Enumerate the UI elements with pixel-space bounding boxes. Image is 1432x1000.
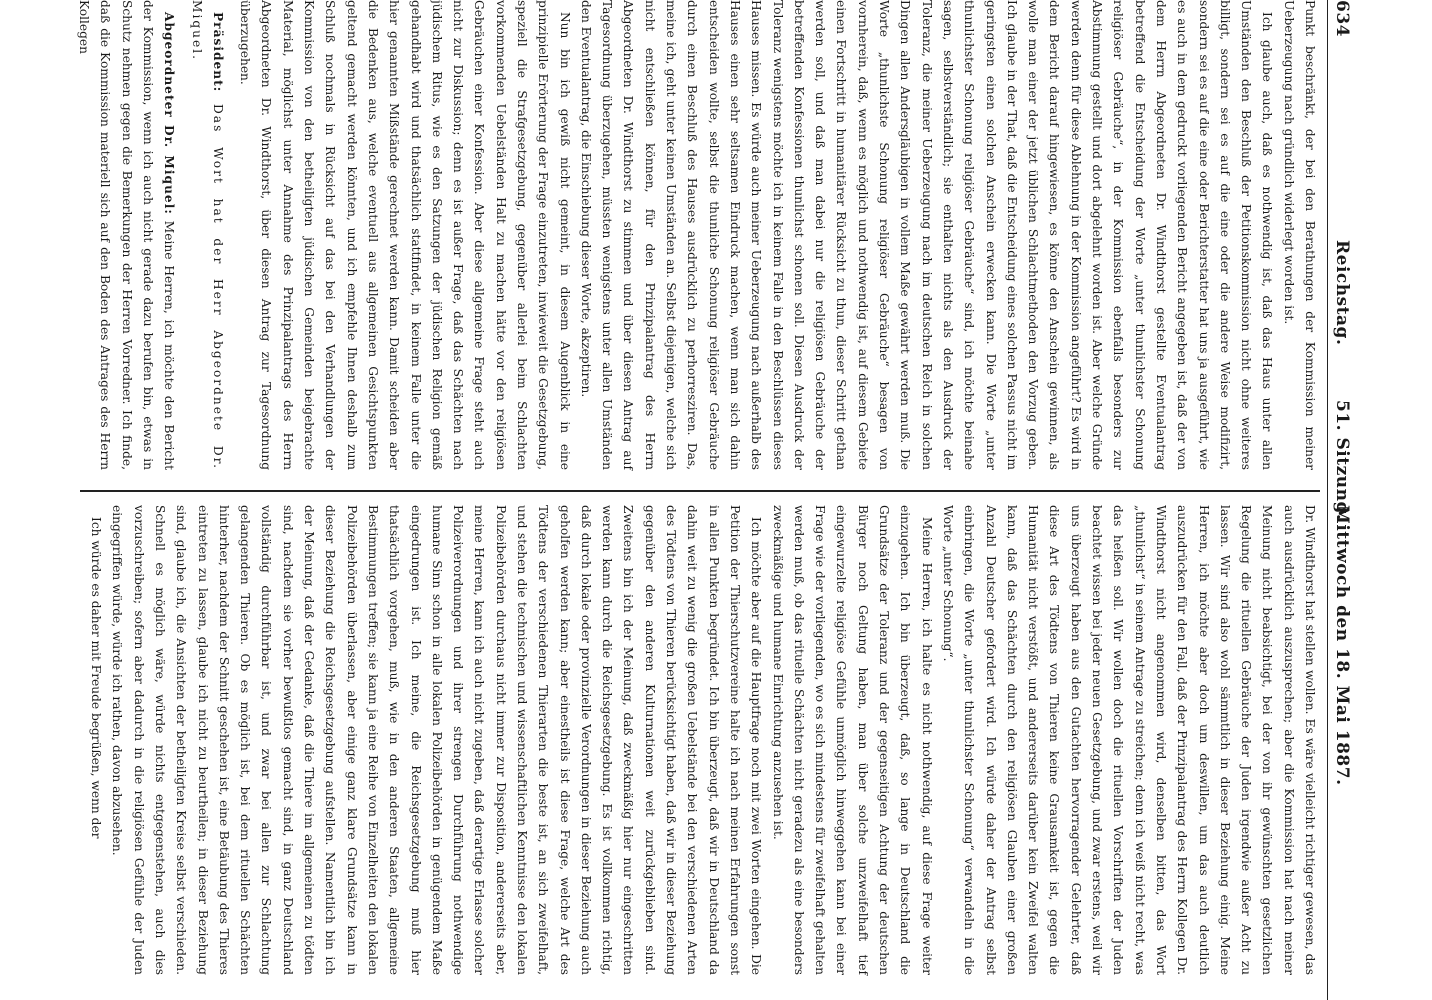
publication-title: Reichstag. [1332, 240, 1352, 346]
paragraph: Nun bin ich gewiß nicht gemeint, in diesem Augenblick in eine prinzipielle Erörterung der Frage einzutreten, inwieweit die Gesetzgebung, speziell die Strafgesetzgebung, gegenüber allerlei beim Schlachten vorkommenden Uebelständen Halt zu machen hätte vor den religiösen Gebräuchen einer Konfession. Aber diese allgemeine Frage steht auch nicht zur Diskussion; denn es ist außer Frage, daß das Schächten nach jüdischem Ritus, wie es den Satzungen der jüdischen Religion gemäß gehandhabt wird und thatsächlich stattfindet, in keinem Falle unter die hier genannten Mißstände gerechnet werden kann. Damit scheiden aber die Bedenken aus, welche eventuell aus allgemeinen Gesichtspunkten geltend gemacht werden könnten, und ich empfehle Ihnen deshalb zum Schluß nochmals in Rücksicht auf das bei den Verhandlungen der Kommission von den betheiligten jüdischen Gemeinden beigebrachte Material, möglichst unter Annahme des Prinzipalantrags des Herrn Abgeordneten Dr. Windthorst, über diesen Antrag zur Tagesordnung überzugehen. [238, 0, 572, 470]
running-head [1327, 0, 1352, 1000]
paragraph: Meine Herren, ich halte es nicht nothwendig, auf diese Frage weiter einzugehen. Ich bin überzeugt, daß, so lange in Deutschland die Grundsätze der Toleranz und der gegenseitigen Achtung der deutschen Bürger noch Geltung haben, man über solche unzweifelhaft tief eingewurzelte religiöse Gefühle unmöglich hinweggehen kann bei einer Frage wie der vorliegenden, wo es sich mindestens für zweifelhaft gehalten werden muß, ob das rituelle Schächten nicht geradezu als eine besonders zweckmäßige und humane Einrichtung anzusehen ist. [770, 505, 934, 975]
document-page [30, 0, 1360, 1000]
remark-text: Das Wort hat der Herr Abgeordnete Dr. Miquel. [189, 0, 225, 470]
paragraph: Ich glaube auch, daß es nothwendig ist, daß das Haus unter allen Umständen den Beschluß der Petitionskommission nicht ohne weiteres billigt, sondern sei es auf die eine oder die andere Weise modifizirt, sondern sei es auf die eine oder Berichterstatter hat uns ja ausgeführt, wie es auch in dem gedruckt vorliegenden Bericht angegeben ist, daß der von dem Herrn Abgeordneten Dr. Windthorst gestellte Eventualantrag betreffend die Entscheidung der Worte „unter thunlichster Schonung religiöser Gebräuche“, in der Kommission ebenfalls besonders zur Abstimmung gestellt und dort abgelehnt worden ist. Aber welche Gründe werden denn für diese Ablehnung in der Kommission angeführt? Es wird in dem Bericht darauf hingewiesen, es könne den Anschein gewinnen, als wolle man einer der jetzt üblichen Schlachtmethoden den Vorzug geben. Ich glaube in der That, daß die Entscheidung eines solchen Passus nicht im geringsten einen solchen Anschein erwecken kann. Die Worte „unter thunlichster Schonung religiöser Gebräuche“ sind, ich möchte beinahe sagen, selbstverständlich; sie enthalten nichts als den Ausdruck der Toleranz, die meiner Ueberzeugung nach im deutschen Reich in solchen Dingen allen Andersgläubigen in vollem Maße gewährt werden muß. Die Worte „thunlichste Schonung religiöser Gebräuche“ besagen von vornherein, daß, wenn es möglich und nothwendig ist, auf diesem Gebiete einen Fortschritt in humanitärer Rücksicht zu thun, dieser Schritt gethan werden soll, und daß man dabei nur die religiösen Gebräuche der betreffenden Konfessionen thunlichst schonen soll. Diesen Ausdruck der Toleranz wenigstens möchte ich in keinem Falle in den Beschlüssen dieses Hauses missen. Es würde auch meiner Ueberzeugung nach außerhalb des Hauses einen sehr seltsamen Eindruck machen, wenn man sich dahin entscheiden wollte, selbst die thunliche Schonung religiöser Gebräuche durch einen Beschluß des Hauses ausdrücklich zu perhorresziren. Das, meine ich, geht unter keinen Umständen an. Selbst diejenigen, welche sich nicht entschließen können, für den Prinzipalantrag des Herrn Abgeordneten Dr. Windthorst zu stimmen und über diesen Antrag auf Tagesordnung überzugehen, müssten wenigstens unter allen Umständen den Eventualantrag, die Einschiebung dieser Worte, akzeptiren. [578, 0, 1275, 470]
rotated-page [30, 0, 1360, 1000]
session-date: Mittwoch den 18. Mai 1887. [1332, 505, 1352, 786]
column-left [77, 0, 1320, 471]
speech-text: Meine Herren, ich möchte den Bericht der Kommission, wenn ich auch nicht gerade dazu berufen bin, etwas in Schutz nehmen gegen die Bemerkungen der Herren Vorredner. Ich finde, daß die Kommission materiell sich auf den Boden des Antrages des Herrn Kollegen [77, 0, 177, 471]
speech-paragraph [73, 0, 179, 470]
page-number: 634 [1332, 0, 1352, 37]
president-remark [185, 0, 228, 470]
paragraph: Ich würde es daher mit Freude begrüßen, wenn der [89, 517, 104, 839]
paragraph: Dr. Windthorst hat stellen wollen. Es wäre vielleicht richtiger gewesen, das auch ausdrücklich auszusprechen; aber die Kommission hat nach meiner Meinung nicht beabsichtigt, bei der von ihr gewünschten gesetzlichen Regelung die rituellen Gebräuche der Juden irgendwie außer Acht zu lassen. Wir sind also wohl sämmtlich in dieser Beziehung einig. Meine Herren, ich möchte aber doch um deswillen, um das auch deutlich auszudrücken für den Fall, daß der Prinzipalantrag des Herrn Kollegen Dr. Windthorst nicht angenommen wird, denselben bitten, das Wort „thunlichst“ in seinem Antrage zu streichen; denn ich weiß nicht recht, was das heißen soll. Wir wollen doch die rituellen Vorschriften der Juden beachtet wissen bei jeder neuen Gesetzgebung, und zwar erstens, weil wir uns überzeugt haben aus den Gutachten hervorragender Gelehrter, daß diese Art des Tödtens von Thieren keine Grausamkeit ist, gegen die Humanität nicht verstößt, und andererseits darüber kein Zweifel walten kann, daß das Schächten durch den religiösen Glauben einer großen Anzahl Deutscher gefordert wird. Ich würde daher der Antrag selbst einbringen, die Worte „unter thunlichster Schonung“ verwandeln in die Worte „unter Schonung“. [940, 505, 1317, 975]
paragraph: Punkt beschränkt, der bei den Berathungen der Kommission meiner Ueberzeugung nach gründlich widerlegt worden ist. [1281, 0, 1317, 470]
paragraph: Ich möchte aber auf die Hauptfrage noch mit zwei Worten eingehen. Die Petition der Thierschutzvereine halte ich nach meinen Erfahrungen sonst in allen Punkten begründet. Ich bin überzeugt, daß wir in Deutschland da dahin weit zu wenig die großen Uebelstände bei den verschiedenen Arten des Tödtens von Thieren berücksichtigt haben, daß wir in dieser Beziehung gegenüber den anderen Kulturnationen weit zurückgeblieben sind. Zweitens bin ich der Meinung, daß zweckmäßig hier nur eingeschritten werden kann durch die Reichsgesetzgebung. Es ist vollkommen richtig, daß durch lokale oder provinzielle Verordnungen in dieser Beziehung auch geholfen werden kann; aber einestheils ist diese Frage, welche Art des Tödtens der verschiedenen Thierarten die beste ist, an sich zweifelhaft, und stehen die technischen und wissenschaftlichen Kenntnisse den lokalen Polizeibehörden durchaus nicht immer zur Disposition, andererseits aber, meine Herren, kann ich auch nicht zugeben, daß derartige Erlasse solcher Polizeiverordnungen und ihrer strengen Durchführung nothwendige humane Sinn schon in alle lokalen Polizeibehörden in genügendem Maße eingedrungen ist. Ich meine, die Reichsgesetzgebung muß hier thatsächlich vorgehen, muß, wie in den anderen Staaten, allgemeine Bestimmungen treffen; sie kann ja eine Reihe von Einzelheiten den lokalen Polizeibehörden überlassen, aber einige ganz klare Grundsätze kann in dieser Beziehung die Reichsgesetzgebung aufstellen. Namentlich bin ich der Meinung, daß der Gedanke, daß die Thiere im allgemeinen zu tödten sind, nachdem sie vorher bewußtlos gemacht sind, in ganz Deutschland vollständig durchführbar ist, und zwar bei allen zur Schlachtung gelangenden Thieren. Ob es möglich ist, bei dem rituellen Schächten hinterher, nachdem der Schnitt geschehen ist, eine Betäubung des Thieres eintreten zu lassen, glaube ich nicht zu beurtheilen; in dieser Beziehung sind, glaube ich, die Ansichten der betheiligten Kreise selbst verschieden. Schnell es möglich wäre, würde nichts entgegenstehen, auch dies vorzuschreiben; sofern aber dadurch in die religiösen Gefühle der Juden eingegriffen würde, würde ich rathen, davon abzusehen. [110, 505, 764, 975]
speaker-label: Abgeordneter Dr. Miquel: [162, 12, 177, 215]
column-divider [80, 490, 1320, 492]
speaker-label: Präsident: [210, 12, 225, 93]
column-right [80, 505, 1320, 975]
session-number: 51. Sitzung. [1332, 400, 1352, 521]
